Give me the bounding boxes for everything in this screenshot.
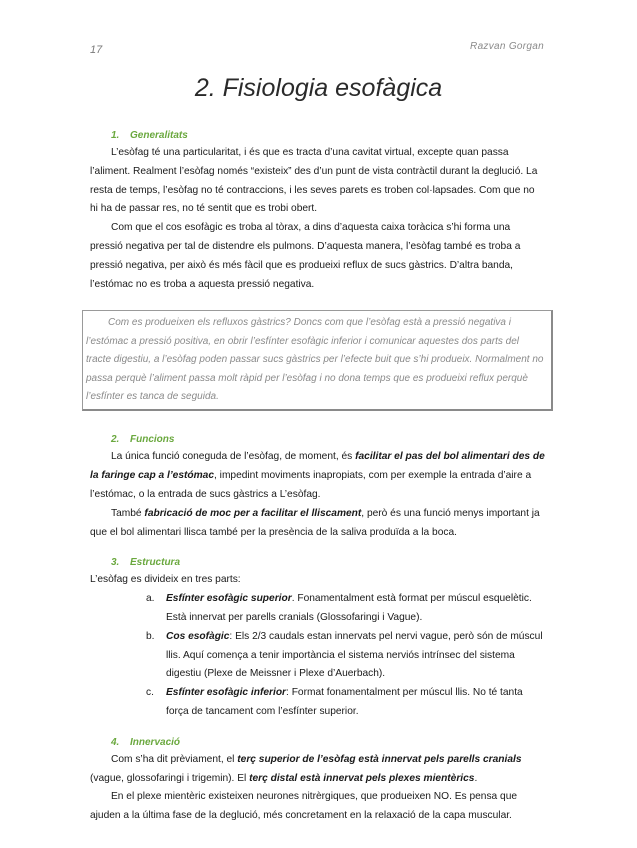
- text-run: : Els 2/3 caudals estan innervats pel nervi vague, però són de múscul llis. Aquí comença a tenir importància el sistema nerviós intrínsec del sistema digestiu (Plexe de Meissner i Plexe d’Auerbach).: [166, 630, 543, 680]
- list-item: [146, 628, 545, 684]
- emphasis-text: Esfínter esofàgic inferior: [166, 687, 287, 699]
- paragraph: Com que el cos esofàgic es troba al tòrax, a dins d’aquesta caixa toràcica s’hi forma una pressió negativa per tal de distendre els pulmons. D’aquesta manera, l’esòfag també es troba a pressió negativa, per això és més fàcil que es produeixi reflux de sucs gàstrics. D’altra banda, l’estómac no es troba a aquesta pressió negativa.: [90, 222, 521, 290]
- paragraph: L’esòfag té una particularitat, i és que es tracta d’una cavitat virtual, excepte quan passa l’aliment. Realment l’esòfag només “existeix” des d’un punt de vista contràctil durant la deglució. La resta de temps, l’esòfag no té contraccions, i les seves parets es troben col·lapsades. Com que no hi ha de passar res, no té sentit que es trobi obert.: [90, 147, 538, 215]
- text-run: : Format fonamentalment per múscul llis. No té tanta força de tancament com l’esfínter superior.: [166, 687, 523, 717]
- list-marker: c.: [146, 687, 154, 699]
- paragraph: [90, 505, 545, 543]
- text-run: .: [474, 772, 478, 784]
- text-run: També: [111, 507, 145, 519]
- text-run: . Fonamentalment està format per múscul esquelètic. Està innervat per parells cranials (Glossofaringi i Vague).: [166, 593, 532, 623]
- paragraph: [90, 751, 545, 789]
- emphasis-text: Esfínter esofàgic superior: [166, 593, 292, 605]
- list-marker: b.: [146, 630, 155, 642]
- paragraph: [90, 448, 545, 504]
- section-number: 1.: [111, 130, 120, 141]
- text-run: , però és una funció menys important ja que el bol alimentari llisca també per la presència de la saliva produïda a la boca.: [90, 507, 540, 538]
- page-number: 17: [90, 44, 103, 56]
- text-run: La única funció coneguda de l’esòfag, de moment, és: [111, 451, 356, 463]
- section-heading-generalitats: [90, 127, 545, 144]
- section-number: 4.: [111, 736, 120, 748]
- section-heading-estructura: [90, 554, 545, 571]
- emphasis-text: facilitar el pas del bol alimentari des de la faringe cap a l’estómac: [90, 451, 545, 482]
- text-run: (vague, glossofaringi i trigemin). El: [90, 772, 250, 784]
- section-number: 3.: [111, 557, 120, 569]
- list-marker: a.: [146, 593, 155, 605]
- section-title: Estructura: [130, 557, 181, 569]
- section-title: Generalitats: [130, 130, 188, 141]
- document-body: [86, 127, 545, 826]
- list-item: [146, 684, 545, 722]
- emphasis-text: terç superior de l’esòfag està innervat pels parells cranials: [237, 753, 522, 765]
- paragraph: L’esòfag es divideix en tres parts:: [90, 574, 241, 586]
- emphasis-text: Cos esofàgic: [166, 630, 230, 642]
- paragraph: En el plexe mientèric existeixen neurones nitrèrgiques, que produeixen NO. Es pensa que ajuden a la última fase de la deglució, més concretament en la relaxació de la capa muscular.: [90, 791, 518, 822]
- callout-text: Com es produeixen els refluxos gàstrics? Doncs com que l’esòfag està a pressió negativa i l’estómac a pressió positiva, en obrir l’esfínter esofàgic inferior i comunicar aquestes dos parts del tracte digestiu, a l’esòfag poden passar sucs gàstrics per l’efecte buit que s’hi produeix. Normalment no passa perquè l’aliment passa molt ràpid per l’esòfag i no dona temps que es produeixi reflux perquè l’esfínter es tanca de seguida.: [86, 317, 544, 402]
- section-heading-innervacio: [90, 734, 545, 751]
- emphasis-text: terç distal està innervat pels plexes mientèrics: [249, 772, 475, 784]
- section-heading-funcions: [90, 431, 545, 448]
- parts-list: [90, 590, 545, 722]
- author-name: Razvan Gorgan: [470, 41, 544, 52]
- section-number: 2.: [111, 434, 120, 446]
- callout-box: [82, 310, 553, 411]
- page-title: 2. Fisiologia esofàgica: [194, 74, 443, 102]
- emphasis-text: fabricació de moc per a facilitar el lliscament: [144, 507, 362, 519]
- text-run: Com s’ha dit prèviament, el: [111, 753, 238, 765]
- section-title: Funcions: [130, 434, 175, 446]
- text-run: , impedint moviments inapropiats, com per exemple la entrada d’aire a l’estómac, o la entrada de sucs gàstrics a L’esòfag.: [90, 470, 532, 500]
- list-item: [146, 590, 545, 628]
- section-title: Innervació: [130, 736, 181, 748]
